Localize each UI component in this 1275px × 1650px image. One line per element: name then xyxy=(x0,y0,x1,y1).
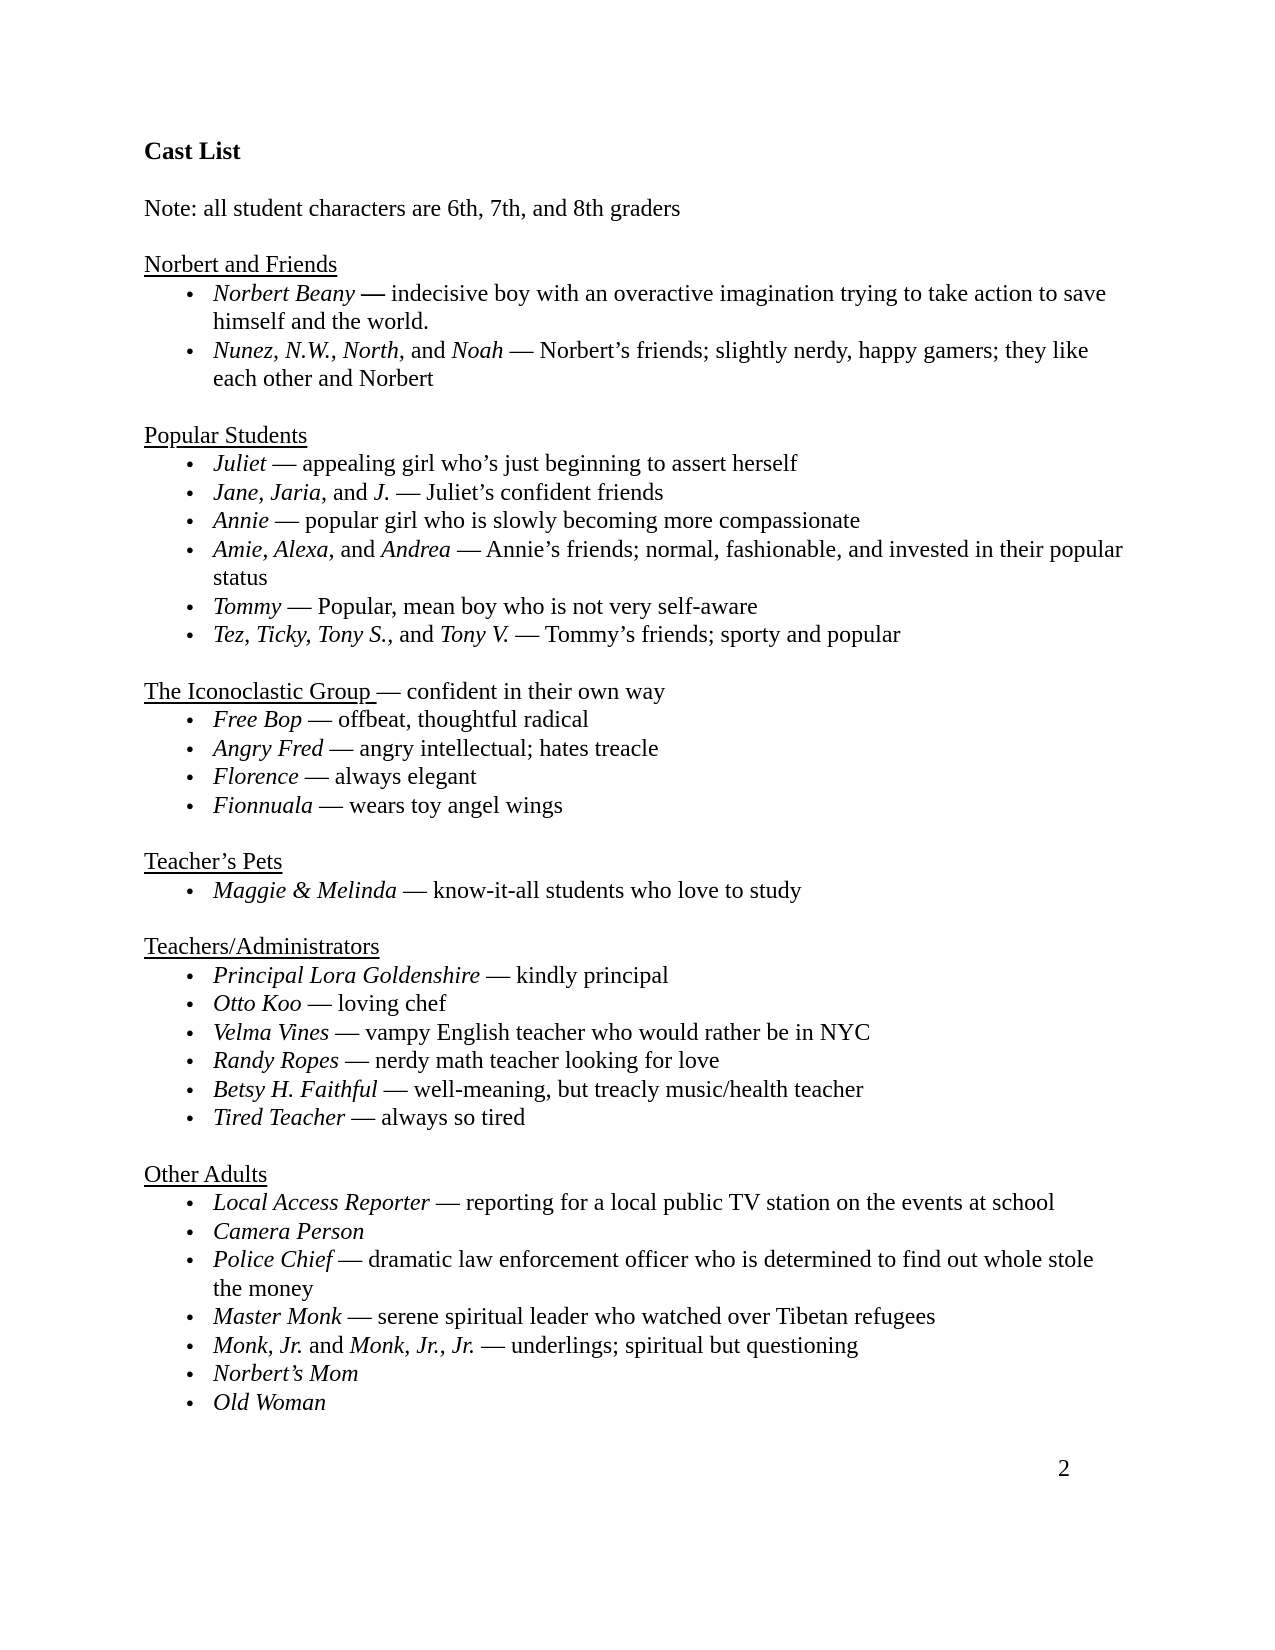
cast-list-item xyxy=(144,280,1127,337)
text-run: — Tommy’s friends; sporty and popular xyxy=(509,622,901,648)
cast-list-item xyxy=(144,763,1127,792)
cast-list-item xyxy=(144,1104,1127,1133)
text-run: Angry Fred xyxy=(213,735,324,762)
text-run: — wears toy angel wings xyxy=(313,792,563,819)
text-run: Norbert’s Mom xyxy=(213,1361,359,1387)
text-run: Juliet xyxy=(213,451,267,477)
text-run: Noah xyxy=(451,337,504,364)
text-run: — appealing girl who’s just beginning to assert herself xyxy=(266,451,798,477)
cast-list-item xyxy=(144,877,1127,906)
text-run: and xyxy=(393,622,440,648)
section-heading-line xyxy=(144,848,1127,877)
text-run: Annie xyxy=(213,508,269,534)
text-run: and xyxy=(334,536,382,563)
cast-list-item xyxy=(144,962,1127,991)
cast-list xyxy=(144,450,1127,650)
text-run: Camera Person xyxy=(213,1218,365,1245)
cast-list-item xyxy=(144,706,1127,735)
text-run: Monk, Jr., Jr. xyxy=(349,1332,475,1359)
page-number: 2 xyxy=(1058,1456,1070,1482)
cast-list-item xyxy=(144,1332,1127,1361)
cast-list-item xyxy=(144,450,1127,479)
text-run: Andrea xyxy=(381,536,451,563)
cast-list-item xyxy=(144,593,1127,622)
text-run: Norbert Beany xyxy=(213,280,361,307)
text-run: — Annie’s friends; normal, fashionable, and invested in their popular status xyxy=(213,536,1123,591)
section-heading-suffix: — confident in their own way xyxy=(376,678,666,705)
text-run: — vampy English teacher who would rather be in NYC xyxy=(329,1019,871,1046)
cast-list-item xyxy=(144,621,1127,650)
text-run: — popular girl who is slowly becoming more compassionate xyxy=(268,508,861,534)
cast-list-item xyxy=(144,1389,1127,1418)
cast-list-item xyxy=(144,536,1127,593)
text-run: — Juliet’s confident friends xyxy=(390,479,664,506)
cast-list-item xyxy=(144,479,1127,508)
text-run: — loving chef xyxy=(301,991,447,1017)
text-run: Monk, Jr. xyxy=(213,1332,303,1359)
text-run: Betsy H. Faithful xyxy=(213,1076,378,1103)
text-run: Free Bop xyxy=(213,707,303,733)
text-run: — know-it-all students who love to study xyxy=(396,877,802,904)
text-run: — underlings; spiritual but questioning xyxy=(474,1332,859,1359)
text-run: Nunez, N.W., North, xyxy=(213,337,405,364)
section-heading: Norbert and Friends xyxy=(144,252,338,278)
cast-list-item xyxy=(144,990,1127,1019)
text-run: — Popular, mean boy who is not very self-aware xyxy=(281,593,758,620)
text-run: and xyxy=(404,337,452,364)
text-run: Local Access Reporter xyxy=(213,1190,430,1216)
text-run: — well-meaning, but treacly music/health teacher xyxy=(377,1076,864,1103)
cast-list-item xyxy=(144,1218,1127,1247)
text-run: — offbeat, thoughtful radical xyxy=(302,707,589,733)
text-run: — dramatic law enforcement officer who is determined to find out whole stole the money xyxy=(213,1247,1094,1302)
text-run: — serene spiritual leader who watched over Tibetan refugees xyxy=(341,1304,936,1330)
text-run: Tommy xyxy=(213,593,282,620)
text-run: — kindly principal xyxy=(480,962,669,989)
cast-list xyxy=(144,706,1127,820)
cast-list-item xyxy=(144,1360,1127,1389)
cast-section xyxy=(144,1161,1127,1418)
cast-list-item xyxy=(144,792,1127,821)
text-run: — nerdy math teacher looking for love xyxy=(338,1048,720,1074)
section-heading: The Iconoclastic Group xyxy=(144,678,377,705)
text-run: indecisive boy with an overactive imagination trying to take action to save himself and the world. xyxy=(213,280,1107,335)
text-run: Principal Lora Goldenshire xyxy=(213,962,481,989)
text-run: Police Chief xyxy=(213,1247,333,1273)
section-heading-line xyxy=(144,422,1127,451)
text-run: and xyxy=(326,479,374,506)
text-run: Otto Koo xyxy=(213,991,302,1017)
text-run: Master Monk xyxy=(213,1304,342,1330)
text-run: Tez, Ticky, Tony S., xyxy=(213,622,394,648)
cast-list-item xyxy=(144,337,1127,394)
text-run: Tired Teacher xyxy=(213,1105,346,1131)
section-heading-line xyxy=(144,1161,1127,1190)
text-run: Amie, Alexa, xyxy=(213,536,335,563)
page-title: Cast List xyxy=(144,138,241,165)
cast-section xyxy=(144,678,1127,821)
text-run: Randy Ropes xyxy=(213,1048,339,1074)
text-run: and xyxy=(302,1332,350,1359)
cast-list xyxy=(144,1189,1127,1417)
text-run: Old Woman xyxy=(213,1389,327,1416)
cast-list xyxy=(144,877,1127,906)
section-heading-line xyxy=(144,251,1127,280)
cast-list-item xyxy=(144,1303,1127,1332)
cast-list-item xyxy=(144,1019,1127,1048)
cast-section xyxy=(144,933,1127,1133)
cast-list xyxy=(144,962,1127,1133)
text-run: Florence xyxy=(213,764,299,790)
text-run: — angry intellectual; hates treacle xyxy=(323,735,659,762)
cast-list-item xyxy=(144,1246,1127,1303)
text-run: Tony V. xyxy=(439,622,510,648)
section-heading: Popular Students xyxy=(144,422,308,449)
cast-list xyxy=(144,280,1127,394)
text-run: — always elegant xyxy=(298,764,477,790)
cast-list-item xyxy=(144,1189,1127,1218)
text-run: J. xyxy=(373,479,391,506)
section-heading: Teacher’s Pets xyxy=(144,849,283,875)
text-run: Fionnuala xyxy=(213,792,313,819)
cast-sections xyxy=(144,251,1127,1417)
cast-section xyxy=(144,251,1127,394)
cast-list-item xyxy=(144,1047,1127,1076)
cast-section xyxy=(144,422,1127,650)
cast-list-item xyxy=(144,1076,1127,1105)
section-heading-line xyxy=(144,678,1127,707)
text-run: — reporting for a local public TV station on the events at school xyxy=(429,1190,1055,1216)
text-run: — Norbert’s friends; slightly nerdy, happy gamers; they like each other and Norbert xyxy=(213,337,1089,392)
cast-list-item xyxy=(144,735,1127,764)
text-run: Maggie & Melinda xyxy=(213,877,397,904)
text-run: Velma Vines xyxy=(213,1019,330,1046)
cast-section xyxy=(144,848,1127,905)
text-run: — always so tired xyxy=(345,1105,526,1131)
cast-list-item xyxy=(144,507,1127,536)
section-heading-line xyxy=(144,933,1127,962)
note-text: Note: all student characters are 6th, 7th, and 8th graders xyxy=(144,195,681,222)
section-heading: Teachers/Administrators xyxy=(144,934,380,960)
section-heading: Other Adults xyxy=(144,1161,268,1188)
text-run: — xyxy=(360,280,391,307)
text-run: Jane, Jaria, xyxy=(213,479,327,506)
